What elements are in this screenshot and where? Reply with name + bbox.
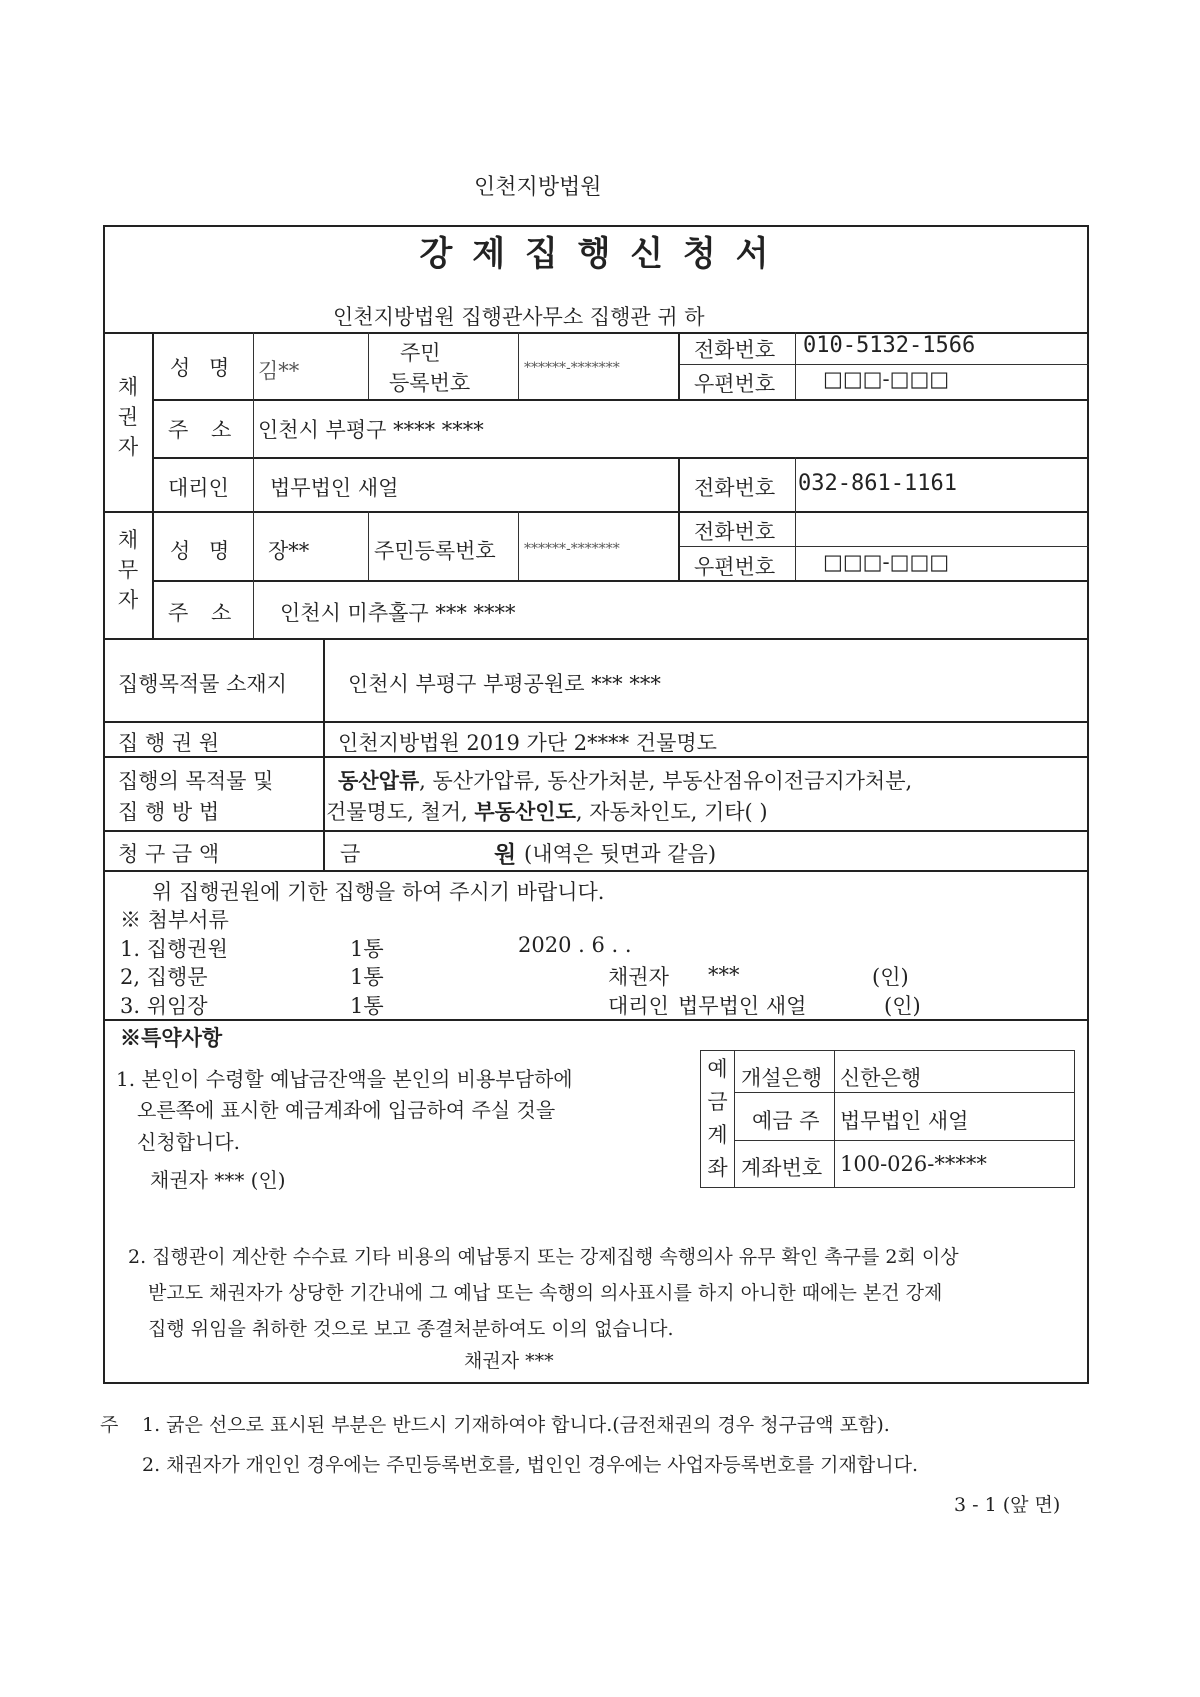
notes-marker: 주 bbox=[100, 1414, 119, 1436]
option-real-estate-delivery[interactable]: 부동산인도 bbox=[474, 799, 576, 824]
creditor-section-label: 채 권 자 bbox=[117, 375, 139, 459]
creditor-phone[interactable]: 010-5132-1566 bbox=[803, 333, 976, 358]
creditor-agent-phone-label: 전화번호 bbox=[694, 476, 776, 500]
attachment-item-1: 1. 집행권원 bbox=[120, 937, 228, 961]
special-item1-sign[interactable]: 채권자 *** (인) bbox=[150, 1168, 286, 1192]
creditor-rrn-label-2: 등록번호 bbox=[389, 371, 471, 395]
debtor-address-label: 주 소 bbox=[168, 601, 240, 625]
note-line-1: 1. 굵은 선으로 표시된 부분은 반드시 기재하여야 합니다.(금전채권의 경우 청구금액 포함). bbox=[142, 1414, 890, 1436]
account-section-label: 예 금 계 좌 bbox=[707, 1057, 728, 1180]
special-item1-line1: 1. 본인이 수령할 예납금잔액을 본인의 비용부담하에 bbox=[116, 1067, 573, 1091]
claim-amount-unit: 원 bbox=[494, 841, 517, 868]
court-header: 인천지방법원 bbox=[474, 175, 602, 200]
attachment-count-1: 1통 bbox=[350, 937, 384, 961]
creditor-name[interactable]: 김** bbox=[258, 359, 300, 383]
attachments-heading: ※ 첨부서류 bbox=[120, 908, 229, 932]
attachment-count-2: 1통 bbox=[350, 965, 384, 989]
special-item1-line3: 신청합니다. bbox=[137, 1130, 240, 1154]
target-location-label: 집행목적물 소재지 bbox=[118, 672, 287, 696]
special-terms-heading: ※특약사항 bbox=[120, 1025, 223, 1050]
sign-creditor-value[interactable]: *** bbox=[708, 963, 740, 987]
debtor-address[interactable]: 인천시 미추홀구 *** **** bbox=[280, 601, 516, 625]
account-number-value[interactable]: 100-026-***** bbox=[840, 1152, 987, 1176]
page-number: 3 - 1 (앞 면) bbox=[954, 1494, 1061, 1516]
creditor-agent[interactable]: 법무법인 새얼 bbox=[270, 476, 399, 500]
debtor-rrn-label: 주민등록번호 bbox=[374, 539, 496, 563]
special-item2-sign[interactable]: 채권자 *** bbox=[464, 1350, 554, 1372]
claim-amount-note: (내역은 뒷면과 같음) bbox=[524, 842, 717, 866]
creditor-postal-label: 우편번호 bbox=[694, 372, 776, 396]
creditor-address-label: 주 소 bbox=[168, 418, 240, 442]
creditor-rrn[interactable]: ******-******* bbox=[524, 360, 620, 376]
sign-creditor-seal: (인) bbox=[872, 965, 909, 989]
addressee: 인천지방법원 집행관사무소 집행관 귀 하 bbox=[333, 305, 705, 329]
debtor-name[interactable]: 장** bbox=[268, 539, 310, 563]
creditor-agent-phone[interactable]: 032-861-1161 bbox=[798, 471, 957, 496]
sign-agent-value[interactable]: 법무법인 새얼 bbox=[678, 994, 807, 1018]
request-text: 위 집행권원에 기한 집행을 하여 주시기 바랍니다. bbox=[152, 880, 605, 904]
sign-agent-label: 대리인 bbox=[608, 994, 669, 1018]
claim-amount-label: 청 구 금 액 bbox=[118, 842, 220, 866]
claim-amount-prefix: 금 bbox=[340, 842, 361, 866]
debtor-name-label: 성 명 bbox=[170, 539, 236, 563]
application-date[interactable]: 2020 . 6 . . bbox=[518, 933, 632, 957]
target-location-value[interactable]: 인천시 부평구 부평공원로 *** *** bbox=[348, 672, 661, 696]
special-item2-line1: 2. 집행관이 계산한 수수료 기타 비용의 예납통지 또는 강제집행 속행의사 유무 확인 촉구를 2회 이상 bbox=[128, 1246, 959, 1268]
holder-value[interactable]: 법무법인 새얼 bbox=[840, 1109, 969, 1133]
creditor-phone-label: 전화번호 bbox=[694, 338, 776, 362]
creditor-postal[interactable]: □□□-□□□ bbox=[823, 367, 950, 391]
bank-label: 개설은행 bbox=[741, 1066, 823, 1090]
creditor-name-label: 성 명 bbox=[170, 356, 236, 380]
sign-creditor-label: 채권자 bbox=[608, 965, 669, 989]
special-item2-line3: 집행 위임을 취하한 것으로 보고 종결처분하여도 이의 없습니다. bbox=[148, 1318, 674, 1340]
debtor-postal-label: 우편번호 bbox=[694, 555, 776, 579]
debtor-rrn[interactable]: ******-******* bbox=[524, 541, 620, 557]
execution-title-label: 집 행 권 원 bbox=[118, 731, 220, 755]
attachment-item-2: 2, 집행문 bbox=[120, 965, 208, 989]
execution-title-value[interactable]: 인천지방법원 2019 가단 2**** 건물명도 bbox=[338, 731, 717, 755]
debtor-postal[interactable]: □□□-□□□ bbox=[823, 550, 950, 574]
target-method-options-line1[interactable]: 동산압류, 동산가압류, 동산가처분, 부동산점유이전금지가처분, bbox=[338, 768, 913, 793]
attachment-item-3: 3. 위임장 bbox=[120, 994, 208, 1018]
option-movable-seizure[interactable]: 동산압류 bbox=[338, 768, 420, 793]
bank-value[interactable]: 신한은행 bbox=[840, 1066, 922, 1090]
holder-label: 예금 주 bbox=[752, 1109, 820, 1133]
attachment-count-3: 1통 bbox=[350, 994, 384, 1018]
debtor-phone-label: 전화번호 bbox=[694, 520, 776, 544]
target-method-label: 집행의 목적물 및 bbox=[118, 769, 274, 793]
note-line-2: 2. 채권자가 개인인 경우에는 주민등록번호를, 법인인 경우에는 사업자등록번호를 기재합니다. bbox=[142, 1454, 918, 1476]
account-number-label: 계좌번호 bbox=[741, 1156, 823, 1180]
debtor-section-label: 채 무 자 bbox=[117, 528, 139, 612]
creditor-address[interactable]: 인천시 부평구 **** **** bbox=[258, 418, 484, 442]
special-item1-line2: 오른쪽에 표시한 예금계좌에 입금하여 주실 것을 bbox=[137, 1098, 556, 1122]
target-method-label-2: 집 행 방 법 bbox=[118, 800, 220, 824]
creditor-rrn-label: 주민 bbox=[400, 341, 441, 365]
target-method-options-line2[interactable]: 건물명도, 철거, 부동산인도, 자동차인도, 기타( ) bbox=[326, 799, 768, 824]
sign-agent-seal: (인) bbox=[884, 994, 921, 1018]
creditor-agent-label: 대리인 bbox=[168, 476, 229, 500]
form-title: 강 제 집 행 신 청 서 bbox=[419, 234, 773, 274]
special-item2-line2: 받고도 채권자가 상당한 기간내에 그 예납 또는 속행의 의사표시를 하지 아니한 때에는 본건 강제 bbox=[148, 1282, 943, 1304]
